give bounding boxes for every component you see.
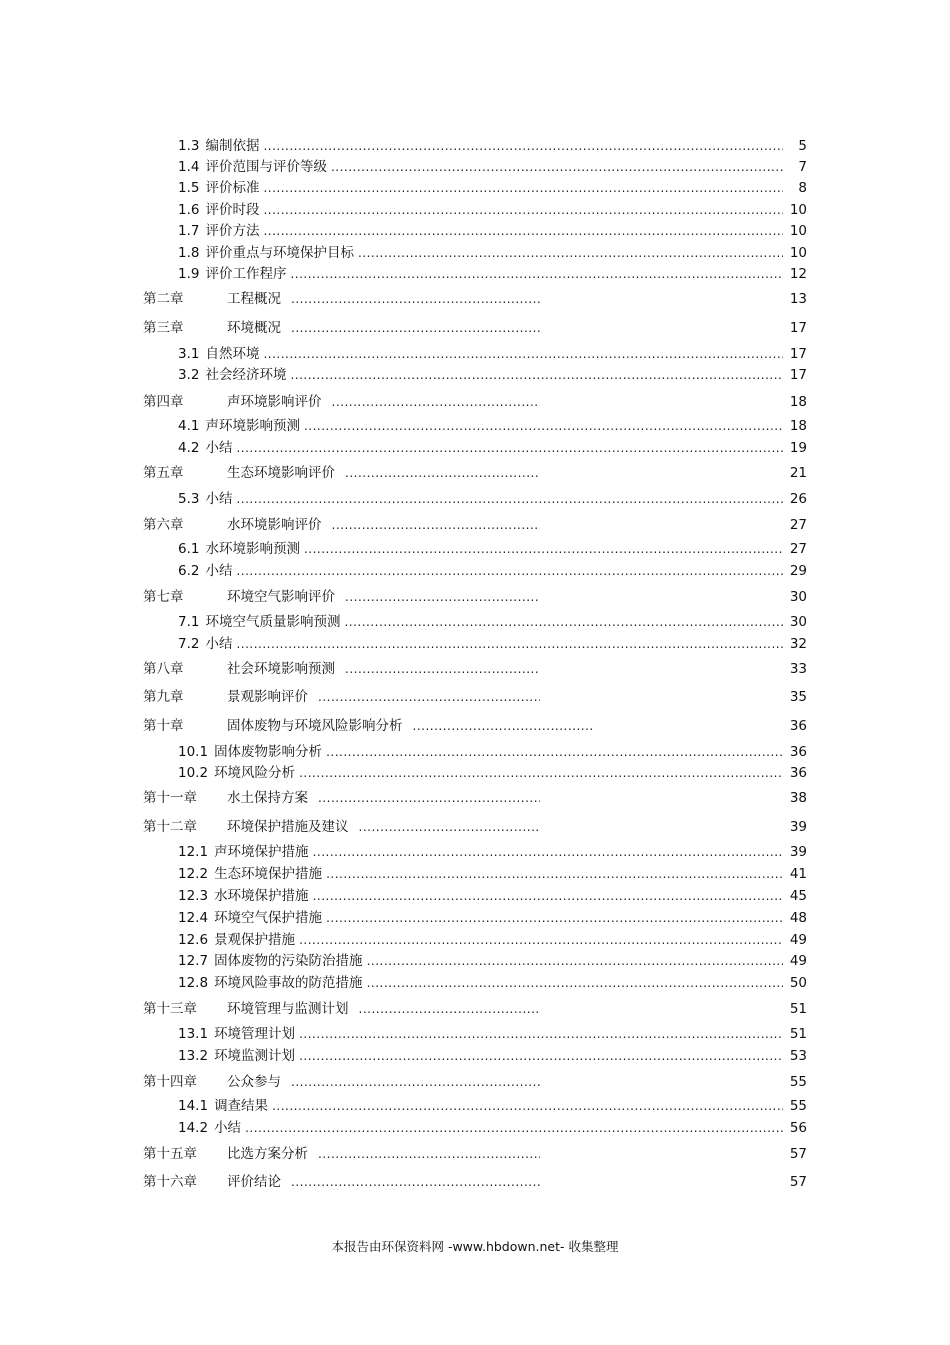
toc-entry-title: 环境空气影响评价 <box>227 589 335 605</box>
toc-entry-title: 固体废物与环境风险影响分析 <box>227 718 403 734</box>
toc-page-number: 51 <box>789 1026 807 1042</box>
toc-entry-title: 环境保护措施及建议 <box>227 819 349 835</box>
toc-entry-number: 3.2 <box>178 367 200 383</box>
toc-entry-title: 环境管理计划 <box>214 1026 296 1042</box>
toc-entry-title: 景观影响评价 <box>227 689 308 705</box>
toc-section-entry[interactable] <box>178 763 807 783</box>
toc-entry-title: 小结 <box>205 440 233 456</box>
toc-page-number: 30 <box>789 589 807 605</box>
toc-leader-dots <box>326 908 783 928</box>
toc-page-number: 36 <box>789 765 807 781</box>
toc-entry-title: 社会经济环境 <box>205 367 287 383</box>
toc-chapter-entry[interactable] <box>143 463 807 483</box>
toc-leader-dots <box>318 788 540 808</box>
toc-entry-number: 第十二章 <box>143 819 197 835</box>
toc-entry-number: 3.1 <box>178 346 200 362</box>
toc-entry-number: 7.1 <box>178 614 200 630</box>
toc-leader-dots <box>263 178 783 198</box>
toc-leader-dots <box>367 951 783 971</box>
toc-entry-number: 1.8 <box>178 245 200 261</box>
toc-entry-number: 12.7 <box>178 953 209 969</box>
toc-leader-dots <box>263 344 783 364</box>
toc-entry-number: 第八章 <box>143 661 184 677</box>
toc-leader-dots <box>304 539 783 559</box>
page-footer: 本报告由环保资料网 -www.hbdown.net- 收集整理 <box>331 1239 619 1254</box>
toc-entry-title: 自然环境 <box>205 346 260 362</box>
toc-chapter-entry[interactable] <box>143 999 807 1019</box>
toc-section-entry[interactable] <box>178 416 807 436</box>
toc-leader-dots <box>299 1024 783 1044</box>
toc-entry-title: 评价工作程序 <box>205 266 287 282</box>
toc-page-number: 17 <box>789 320 807 336</box>
toc-leader-dots <box>344 612 783 632</box>
toc-leader-dots <box>272 1096 783 1116</box>
toc-page-number: 7 <box>798 159 807 175</box>
toc-page-number: 17 <box>789 346 807 362</box>
toc-entry-title: 固体废物的污染防治措施 <box>214 953 363 969</box>
toc-leader-dots <box>332 515 540 535</box>
toc-leader-dots <box>236 489 783 509</box>
toc-entry-title: 声环境保护措施 <box>214 844 309 860</box>
toc-leader-dots <box>318 1144 540 1164</box>
toc-entry-title: 社会环境影响预测 <box>227 661 335 677</box>
toc-entry-title: 水土保持方案 <box>227 790 308 806</box>
toc-entry-title: 生态环境保护措施 <box>214 866 323 882</box>
toc-leader-dots <box>245 1118 783 1138</box>
toc-section-entry[interactable] <box>178 344 807 364</box>
toc-entry-number: 1.6 <box>178 202 200 218</box>
toc-leader-dots <box>318 687 540 707</box>
toc-section-entry[interactable] <box>178 951 807 971</box>
toc-page-number: 8 <box>798 180 807 196</box>
toc-entry-title: 小结 <box>205 636 233 652</box>
toc-entry-title: 评价重点与环境保护目标 <box>205 245 354 261</box>
toc-leader-dots <box>291 1172 541 1192</box>
toc-entry-title: 环境概况 <box>227 320 281 336</box>
toc-entry-title: 调查结果 <box>214 1098 269 1114</box>
toc-section-entry[interactable] <box>178 612 807 632</box>
toc-entry-title: 生态环境影响评价 <box>227 465 335 481</box>
toc-entry-number: 第七章 <box>143 589 184 605</box>
toc-entry-number: 5.3 <box>178 491 200 507</box>
toc-entry-title: 声环境影响评价 <box>227 394 322 410</box>
toc-chapter-entry[interactable] <box>143 788 807 808</box>
toc-entry-number: 13.1 <box>178 1026 209 1042</box>
toc-entry-number: 第十四章 <box>143 1074 197 1090</box>
toc-entry-number: 第三章 <box>143 320 184 336</box>
toc-entry-title: 小结 <box>205 563 233 579</box>
toc-page-number: 48 <box>789 910 807 926</box>
toc-leader-dots <box>236 561 783 581</box>
toc-page-number: 10 <box>789 202 807 218</box>
toc-entry-title: 环境管理与监测计划 <box>227 1001 349 1017</box>
toc-entry-number: 6.1 <box>178 541 200 557</box>
toc-page-number: 36 <box>789 744 807 760</box>
toc-page-number: 38 <box>789 790 807 806</box>
toc-section-entry[interactable] <box>178 243 807 263</box>
toc-entry-title: 水环境影响预测 <box>205 541 300 557</box>
toc-section-entry[interactable] <box>178 157 807 177</box>
toc-page-number: 51 <box>789 1001 807 1017</box>
toc-entry-number: 10.1 <box>178 744 209 760</box>
toc-page-number: 55 <box>789 1098 807 1114</box>
toc-leader-dots <box>290 365 783 385</box>
toc-entry-number: 10.2 <box>178 765 209 781</box>
toc-entry-title: 景观保护措施 <box>214 932 296 948</box>
toc-page-number: 18 <box>789 394 807 410</box>
toc-entry-title: 小结 <box>214 1120 242 1136</box>
toc-entry-title: 环境监测计划 <box>214 1048 296 1064</box>
toc-entry-number: 第十三章 <box>143 1001 197 1017</box>
toc-entry-number: 第六章 <box>143 517 184 533</box>
toc-leader-dots <box>359 817 539 837</box>
toc-chapter-entry[interactable] <box>143 1172 807 1192</box>
toc-entry-number: 第十章 <box>143 718 184 734</box>
toc-entry-number: 6.2 <box>178 563 200 579</box>
toc-leader-dots <box>299 1046 783 1066</box>
toc-leader-dots <box>263 221 783 241</box>
toc-chapter-entry[interactable] <box>143 587 807 607</box>
toc-entry-title: 评价结论 <box>227 1174 281 1190</box>
toc-entry-number: 第十五章 <box>143 1146 197 1162</box>
toc-leader-dots <box>291 1072 541 1092</box>
toc-page-number: 21 <box>789 465 807 481</box>
toc-page-number: 39 <box>789 844 807 860</box>
toc-leader-dots <box>236 634 783 654</box>
toc-chapter-entry[interactable] <box>143 716 807 736</box>
toc-entry-title: 水环境影响评价 <box>227 517 322 533</box>
toc-section-entry[interactable] <box>178 973 807 993</box>
toc-entry-number: 第九章 <box>143 689 184 705</box>
toc-entry-title: 比选方案分析 <box>227 1146 308 1162</box>
toc-page-number: 27 <box>789 541 807 557</box>
toc-page-number: 18 <box>789 418 807 434</box>
toc-leader-dots <box>359 999 539 1019</box>
toc-leader-dots <box>358 243 783 263</box>
toc-entry-title: 编制依据 <box>205 138 260 154</box>
toc-entry-number: 14.2 <box>178 1120 209 1136</box>
toc-page-number: 53 <box>789 1048 807 1064</box>
toc-leader-dots <box>413 716 593 736</box>
toc-chapter-entry[interactable] <box>143 1072 807 1092</box>
toc-page-number: 49 <box>789 953 807 969</box>
toc-page-number: 29 <box>789 563 807 579</box>
toc-entry-title: 评价时段 <box>205 202 260 218</box>
toc-leader-dots <box>367 973 783 993</box>
toc-leader-dots <box>291 318 541 338</box>
toc-entry-number: 1.9 <box>178 266 200 282</box>
toc-page-number: 35 <box>789 689 807 705</box>
toc-entry-number: 12.2 <box>178 866 209 882</box>
toc-leader-dots <box>263 136 783 156</box>
toc-entry-title: 小结 <box>205 491 233 507</box>
toc-section-entry[interactable] <box>178 1118 807 1138</box>
toc-page-number: 19 <box>789 440 807 456</box>
toc-entry-number: 第四章 <box>143 394 184 410</box>
toc-page-number: 57 <box>789 1146 807 1162</box>
toc-entry-number: 1.3 <box>178 138 200 154</box>
toc-page-number: 26 <box>789 491 807 507</box>
toc-page-number: 36 <box>789 718 807 734</box>
toc-chapter-entry[interactable] <box>143 515 807 535</box>
toc-entry-number: 第十六章 <box>143 1174 197 1190</box>
toc-section-entry[interactable] <box>178 178 807 198</box>
toc-section-entry[interactable] <box>178 842 807 862</box>
toc-leader-dots <box>236 438 783 458</box>
toc-page-number: 50 <box>789 975 807 991</box>
toc-page-number: 49 <box>789 932 807 948</box>
toc-entry-title: 固体废物影响分析 <box>214 744 323 760</box>
toc-section-entry[interactable] <box>178 539 807 559</box>
toc-entry-title: 环境空气保护措施 <box>214 910 323 926</box>
toc-leader-dots <box>345 587 539 607</box>
toc-chapter-entry[interactable] <box>143 1144 807 1164</box>
toc-page-number: 39 <box>789 819 807 835</box>
toc-chapter-entry[interactable] <box>143 817 807 837</box>
toc-section-entry[interactable] <box>178 489 807 509</box>
toc-section-entry[interactable] <box>178 886 807 906</box>
toc-entry-title: 环境风险事故的防范措施 <box>214 975 363 991</box>
toc-chapter-entry[interactable] <box>143 659 807 679</box>
toc-entry-title: 评价方法 <box>205 223 260 239</box>
toc-page-number: 56 <box>789 1120 807 1136</box>
toc-chapter-entry[interactable] <box>143 392 807 412</box>
toc-entry-title: 评价范围与评价等级 <box>205 159 327 175</box>
toc-section-entry[interactable] <box>178 1046 807 1066</box>
toc-leader-dots <box>290 264 783 284</box>
toc-entry-title: 水环境保护措施 <box>214 888 309 904</box>
toc-page-number: 10 <box>789 223 807 239</box>
toc-leader-dots <box>313 842 783 862</box>
toc-page-number: 41 <box>789 866 807 882</box>
toc-section-entry[interactable] <box>178 264 807 284</box>
toc-entry-number: 4.1 <box>178 418 200 434</box>
toc-leader-dots <box>263 200 783 220</box>
toc-chapter-entry[interactable] <box>143 687 807 707</box>
toc-entry-number: 12.3 <box>178 888 209 904</box>
toc-page-number: 30 <box>789 614 807 630</box>
toc-entry-title: 评价标准 <box>205 180 260 196</box>
toc-section-entry[interactable] <box>178 200 807 220</box>
toc-section-entry[interactable] <box>178 561 807 581</box>
toc-page-number: 27 <box>789 517 807 533</box>
toc-leader-dots <box>332 392 540 412</box>
toc-leader-dots <box>299 930 783 950</box>
toc-page-number: 10 <box>789 245 807 261</box>
toc-section-entry[interactable] <box>178 742 807 762</box>
toc-leader-dots <box>345 463 539 483</box>
toc-entry-number: 第五章 <box>143 465 184 481</box>
toc-chapter-entry[interactable] <box>143 289 807 309</box>
toc-section-entry[interactable] <box>178 136 807 156</box>
toc-entry-number: 1.7 <box>178 223 200 239</box>
toc-entry-number: 7.2 <box>178 636 200 652</box>
toc-leader-dots <box>291 289 541 309</box>
toc-leader-dots <box>304 416 783 436</box>
toc-section-entry[interactable] <box>178 438 807 458</box>
toc-leader-dots <box>326 864 783 884</box>
toc-entry-number: 14.1 <box>178 1098 209 1114</box>
toc-page-number: 12 <box>789 266 807 282</box>
toc-page-number: 55 <box>789 1074 807 1090</box>
toc-leader-dots <box>331 157 783 177</box>
toc-entry-title: 环境风险分析 <box>214 765 296 781</box>
toc-leader-dots <box>299 763 783 783</box>
toc-page-number: 45 <box>789 888 807 904</box>
toc-entry-number: 13.2 <box>178 1048 209 1064</box>
toc-section-entry[interactable] <box>178 221 807 241</box>
toc-page-number: 57 <box>789 1174 807 1190</box>
toc-entry-title: 工程概况 <box>227 291 281 307</box>
toc-page-number: 5 <box>798 138 807 154</box>
toc-section-entry[interactable] <box>178 634 807 654</box>
toc-entry-number: 第二章 <box>143 291 184 307</box>
toc-leader-dots <box>345 659 539 679</box>
toc-entry-number: 12.4 <box>178 910 209 926</box>
toc-entry-title: 声环境影响预测 <box>205 418 300 434</box>
toc-entry-number: 12.8 <box>178 975 209 991</box>
toc-entry-number: 12.1 <box>178 844 209 860</box>
toc-page-number: 17 <box>789 367 807 383</box>
toc-entry-number: 12.6 <box>178 932 209 948</box>
toc-section-entry[interactable] <box>178 930 807 950</box>
toc-entry-title: 环境空气质量影响预测 <box>205 614 341 630</box>
toc-entry-number: 4.2 <box>178 440 200 456</box>
toc-entry-number: 第十一章 <box>143 790 197 806</box>
toc-entry-number: 1.5 <box>178 180 200 196</box>
toc-page-number: 13 <box>789 291 807 307</box>
toc-section-entry[interactable] <box>178 1096 807 1116</box>
toc-page-number: 32 <box>789 636 807 652</box>
toc-section-entry[interactable] <box>178 908 807 928</box>
toc-section-entry[interactable] <box>178 365 807 385</box>
toc-entry-title: 公众参与 <box>227 1074 281 1090</box>
toc-section-entry[interactable] <box>178 1024 807 1044</box>
toc-page-number: 33 <box>789 661 807 677</box>
toc-leader-dots <box>313 886 783 906</box>
toc-chapter-entry[interactable] <box>143 318 807 338</box>
toc-section-entry[interactable] <box>178 864 807 884</box>
toc-leader-dots <box>326 742 783 762</box>
toc-entry-number: 1.4 <box>178 159 200 175</box>
